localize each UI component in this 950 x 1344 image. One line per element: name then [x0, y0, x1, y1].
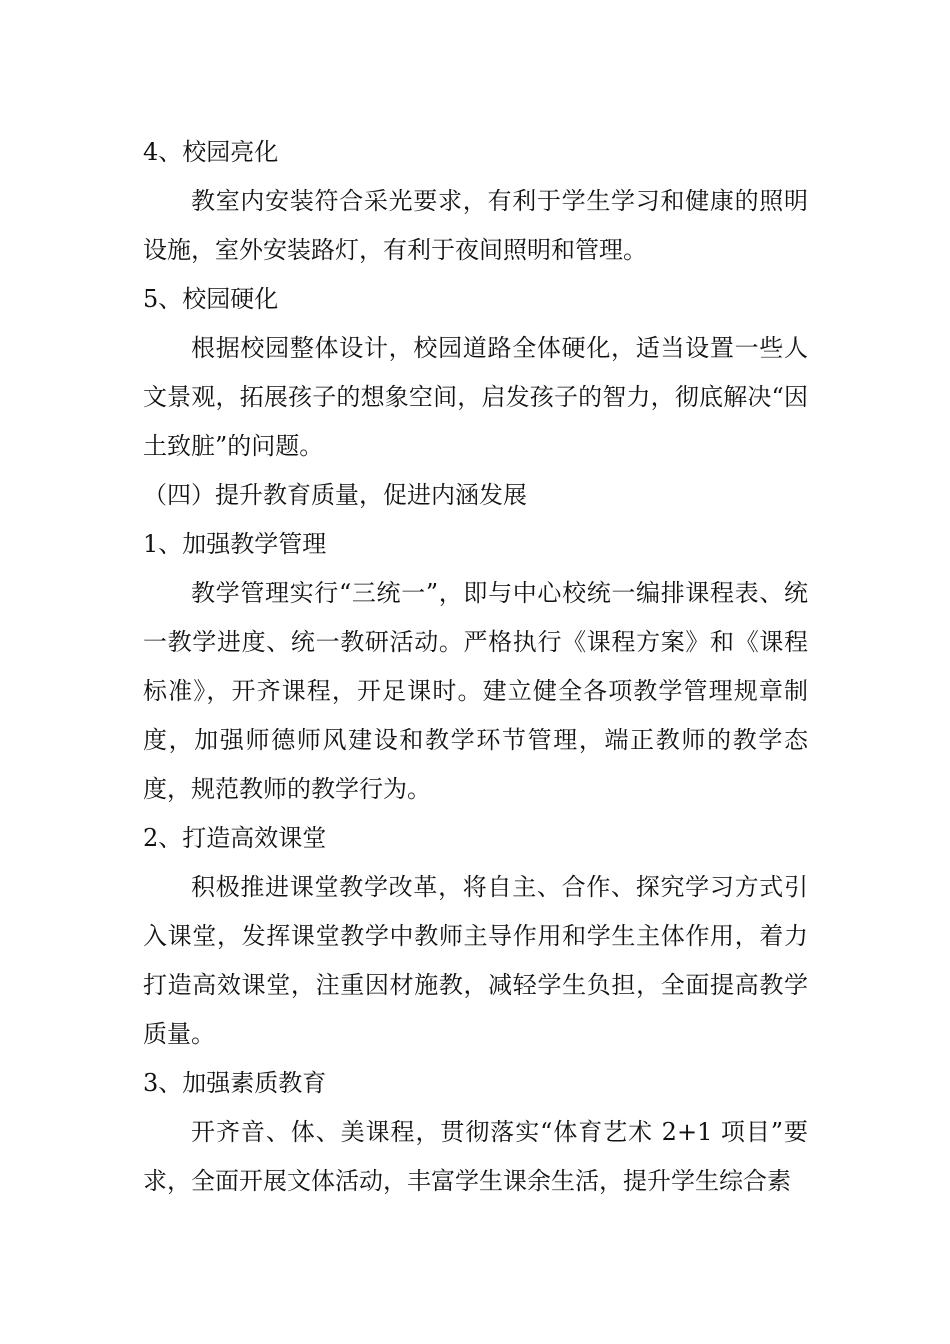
paragraph-efficient-classroom: 积极推进课堂教学改革，将自主、合作、探究学习方式引入课堂，发挥课堂教学中教师主导作用和学生主体作用，着力打造高效课堂，注重因材施教，减轻学生负担，全面提高教学质量。 — [143, 873, 808, 1048]
heading-quality-education: 3、加强素质教育 — [143, 1069, 327, 1097]
paragraph-campus-lighting: 教室内安装符合采光要求，有利于学生学习和健康的照明设施，室外安装路灯，有利于夜间照明和管理。 — [143, 187, 808, 264]
paragraph-teaching-management: 教学管理实行“三统一”，即与中心校统一编排课程表、统一教学进度、统一教研活动。严格执行《课程方案》和《课程标准》，开齐课程，开足课时。建立健全各项教学管理规章制度，加强师德师风建设和教学环节管理，端正教师的教学态度，规范教师的教学行为。 — [143, 579, 808, 803]
document-page — [143, 128, 808, 1206]
paragraph-quality-education: 开齐音、体、美课程，贯彻落实“体育艺术 2+1 项目”要求，全面开展文体活动，丰富学生课余生活，提升学生综合素 — [143, 1118, 808, 1195]
paragraph-campus-paving: 根据校园整体设计，校园道路全体硬化，适当设置一些人文景观，拓展孩子的想象空间，启发孩子的智力，彻底解决“因土致脏”的问题。 — [143, 334, 808, 460]
heading-campus-paving: 5、校园硬化 — [143, 285, 279, 313]
heading-section-four: （四）提升教育质量，促进内涵发展 — [143, 481, 527, 509]
heading-efficient-classroom: 2、打造高效课堂 — [143, 824, 327, 852]
heading-campus-lighting: 4、校园亮化 — [143, 138, 279, 166]
heading-teaching-management: 1、加强教学管理 — [143, 530, 327, 558]
